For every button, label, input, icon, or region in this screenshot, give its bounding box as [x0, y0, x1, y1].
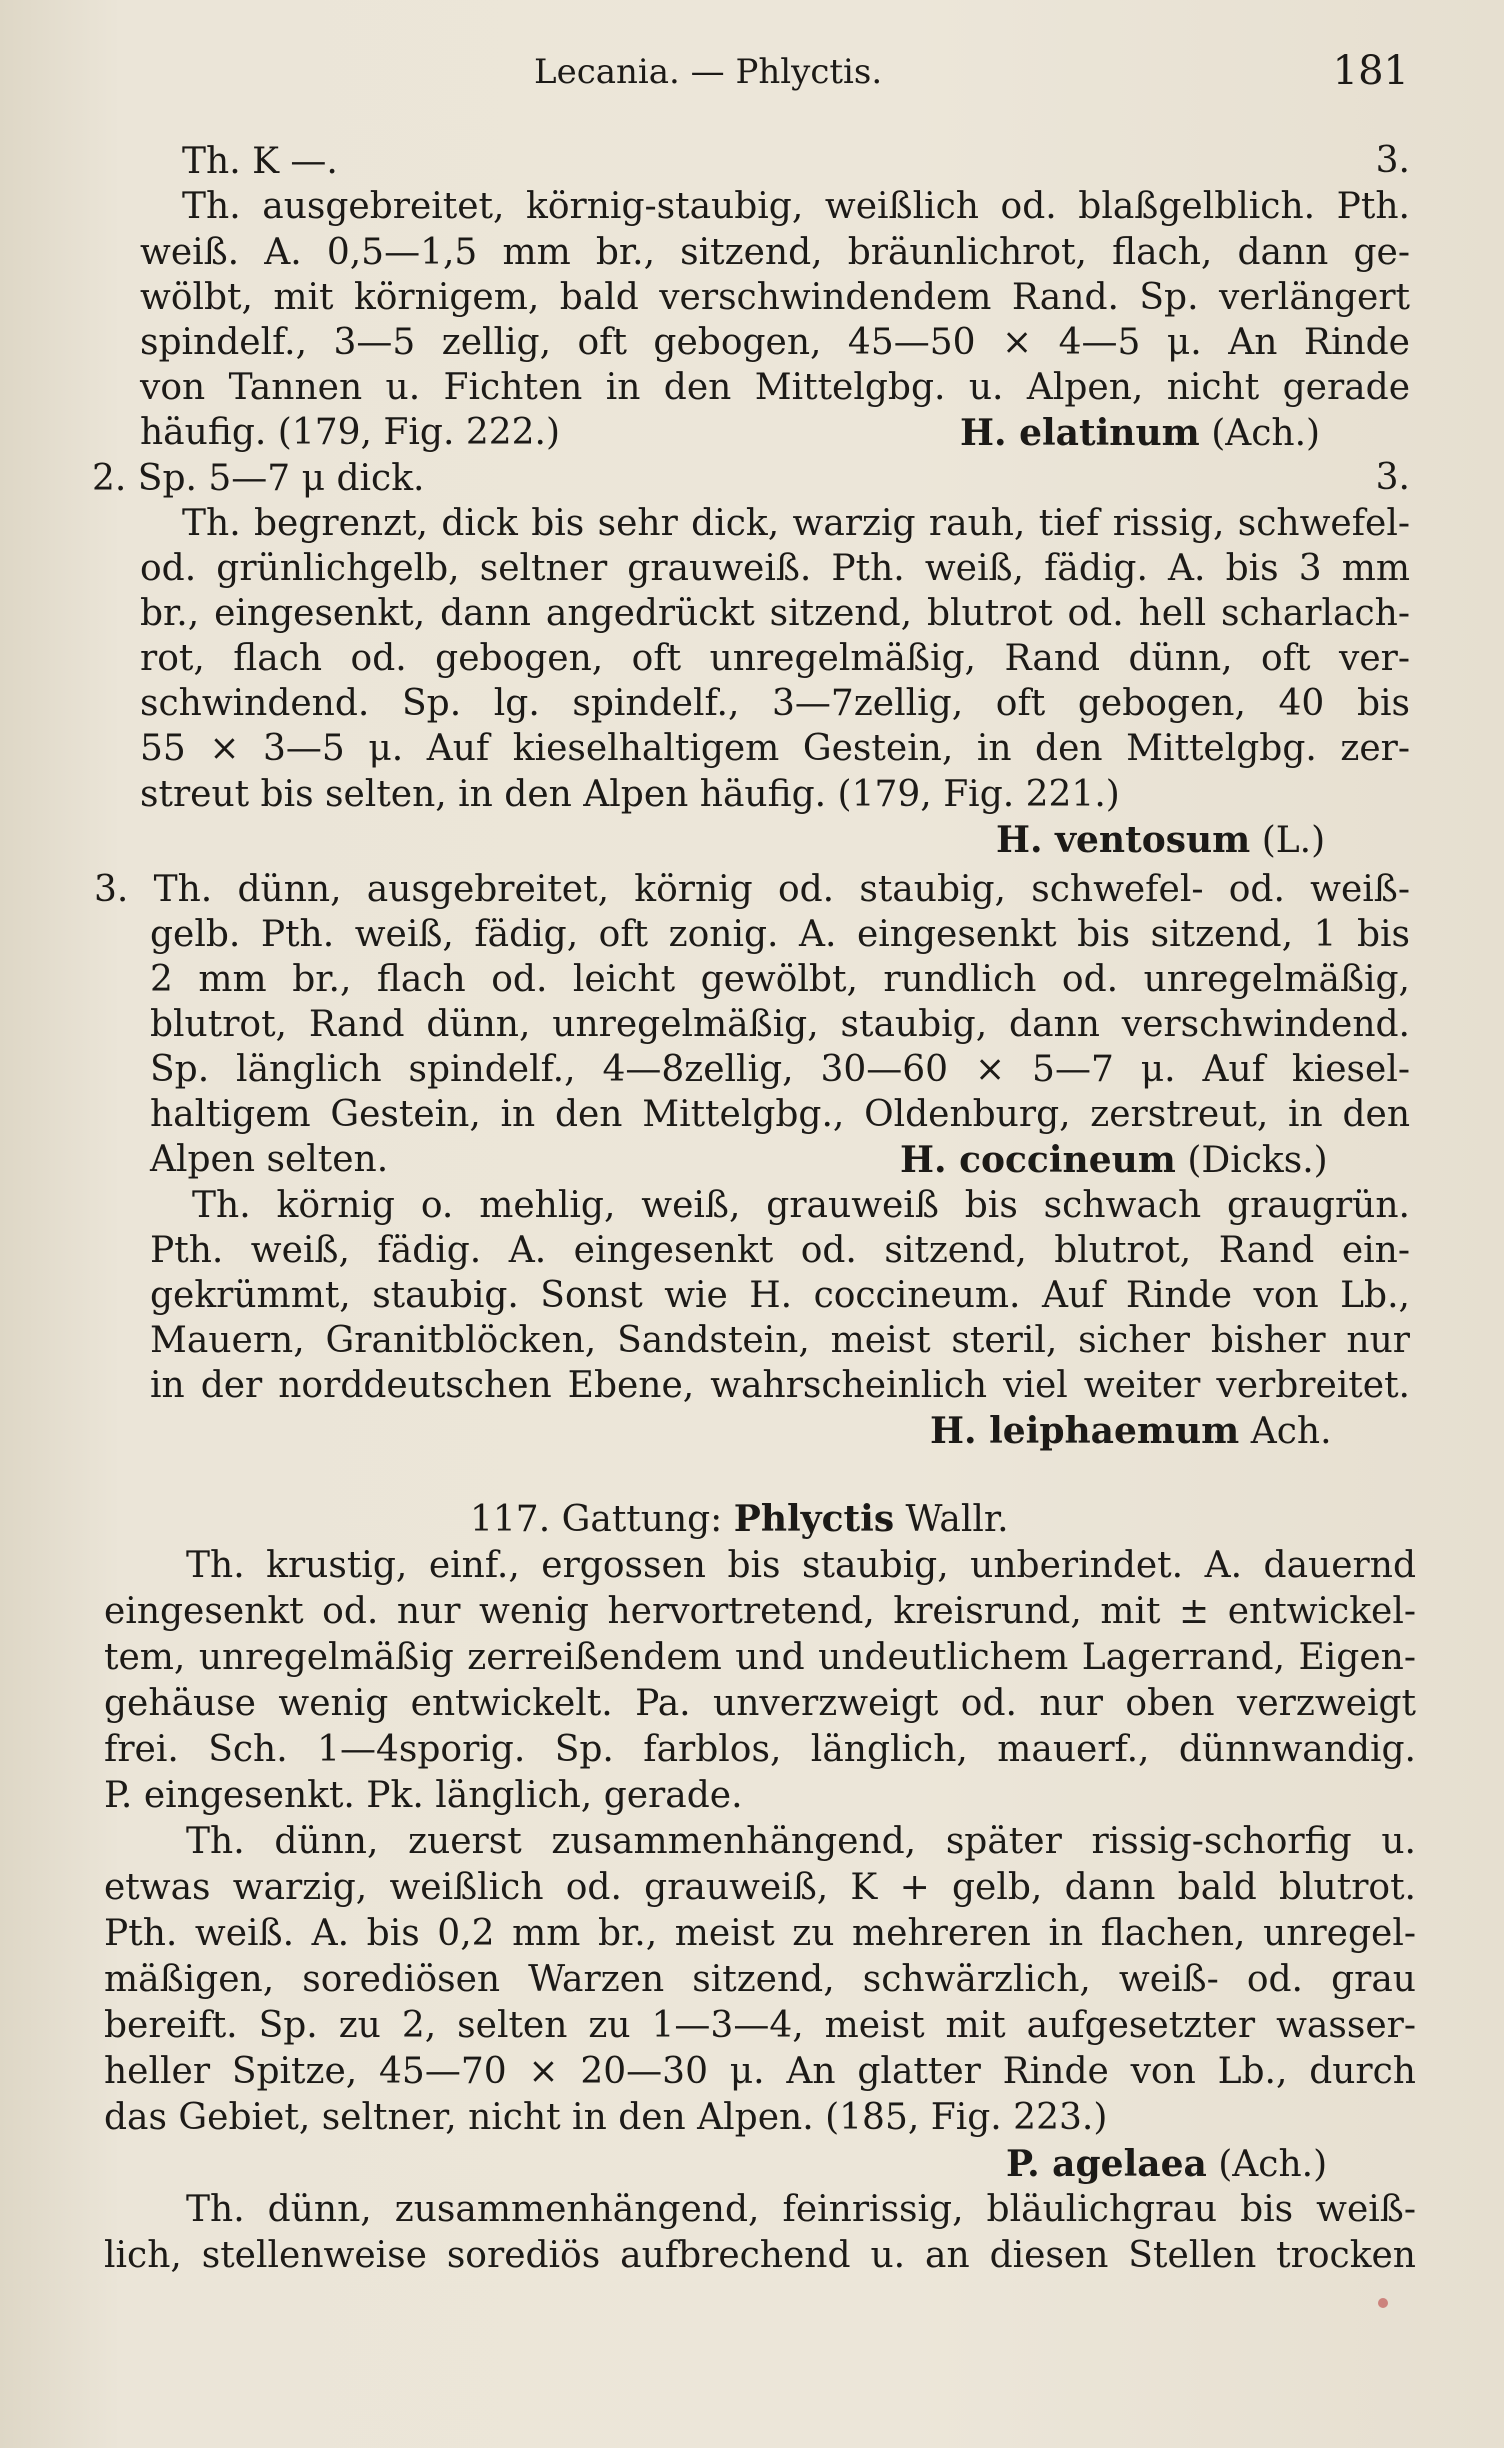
text-line: gekrümmt, staubig. Sonst wie H. coccineum. Auf Rinde von Lb.,: [150, 1275, 1410, 1316]
text-line: Th. körnig o. mehlig, weiß, grauweiß bis schwach graugrün.: [192, 1185, 1410, 1226]
text-line: Pth. weiß. A. bis 0,2 mm br., meist zu mehreren in flachen, unregel-: [104, 1913, 1416, 1954]
text-line: spindelf., 3—5 zellig, oft gebogen, 45—50 × 4—5 μ. An Rinde: [140, 322, 1410, 363]
text-line: P. eingesenkt. Pk. länglich, gerade.: [104, 1775, 743, 1816]
text-line: das Gebiet, seltner, nicht in den Alpen. (185, Fig. 223.): [104, 2097, 1108, 2138]
text-line: lich, stellenweise sorediös aufbrechend u. an diesen Stellen trocken: [104, 2235, 1416, 2276]
text-line: von Tannen u. Fichten in den Mittelgbg. u. Alpen, nicht gerade: [140, 367, 1410, 408]
text-line: rot, flach od. gebogen, oft unregelmäßig, Rand dünn, oft ver-: [140, 638, 1410, 679]
ink-spot: [1378, 2298, 1388, 2308]
text-line: gehäuse wenig entwickelt. Pa. unverzweigt od. nur oben verzweigt: [104, 1683, 1416, 1724]
text-line: etwas warzig, weißlich od. grauweiß, K + gelb, dann bald blutrot.: [104, 1867, 1416, 1908]
text-line: br., eingesenkt, dann angedrückt sitzend, blutrot od. hell scharlach-: [140, 593, 1410, 634]
text-line: haltigem Gestein, in den Mittelgbg., Oldenburg, zerstreut, in den: [150, 1094, 1410, 1135]
text-line: 55 × 3—5 μ. Auf kieselhaltigem Gestein, in den Mittelgbg. zer-: [140, 728, 1410, 769]
text-line: Sp. länglich spindelf., 4—8zellig, 30—60 × 5—7 μ. Auf kiesel-: [150, 1049, 1410, 1090]
species-name: H. elatinum (Ach.): [960, 412, 1321, 454]
text-line: gelb. Pth. weiß, fädig, oft zonig. A. eingesenkt bis sitzend, 1 bis: [150, 914, 1410, 955]
species-name: H. leiphaemum Ach.: [930, 1410, 1332, 1452]
page-number: 181: [1332, 48, 1409, 94]
text-line: 2 mm br., flach od. leicht gewölbt, rundlich od. unregelmäßig,: [150, 959, 1410, 1000]
key-reference: 3.: [1375, 457, 1410, 498]
species-name: H. ventosum (L.): [996, 819, 1326, 861]
text-line: eingesenkt od. nur wenig hervortretend, kreisrund, mit ± entwickel-: [104, 1591, 1416, 1632]
text-line: Th. K —.: [182, 141, 338, 182]
text-line: schwindend. Sp. lg. spindelf., 3—7zellig, oft gebogen, 40 bis: [140, 683, 1410, 724]
text-line: frei. Sch. 1—4sporig. Sp. farblos, länglich, mauerf., dünnwandig.: [104, 1729, 1416, 1770]
text-line: blutrot, Rand dünn, unregelmäßig, staubig, dann verschwindend.: [150, 1004, 1410, 1045]
text-line: Alpen selten.: [150, 1139, 389, 1180]
text-line: weiß. A. 0,5—1,5 mm br., sitzend, bräunlichrot, flach, dann ge-: [140, 232, 1410, 273]
key-couplet: 2. Sp. 5—7 μ dick.: [92, 458, 425, 499]
text-line: heller Spitze, 45—70 × 20—30 μ. An glatter Rinde von Lb., durch: [104, 2051, 1416, 2092]
text-line: Mauern, Granitblöcken, Sandstein, meist steril, sicher bisher nur: [150, 1320, 1410, 1361]
text-line: Th. begrenzt, dick bis sehr dick, warzig rauh, tief rissig, schwefel-: [182, 503, 1410, 544]
key-couplet: 3. Th. dünn, ausgebreitet, körnig od. staubig, schwefel- od. weiß-: [94, 869, 1410, 910]
text-line: Th. dünn, zuerst zusammenhängend, später rissig-schorfig u.: [186, 1821, 1416, 1862]
text-line: häufig. (179, Fig. 222.): [140, 412, 561, 453]
text-line: Th. dünn, zusammenhängend, feinrissig, bläulichgrau bis weiß-: [186, 2189, 1416, 2230]
text-line: bereift. Sp. zu 2, selten zu 1—3—4, meist mit aufgesetzter wasser-: [104, 2005, 1416, 2046]
text-line: od. grünlichgelb, seltner grauweiß. Pth. weiß, fädig. A. bis 3 mm: [140, 548, 1410, 589]
text-line: Pth. weiß, fädig. A. eingesenkt od. sitzend, blutrot, Rand ein-: [150, 1230, 1410, 1271]
text-line: streut bis selten, in den Alpen häufig. (179, Fig. 221.): [140, 774, 1120, 815]
key-reference: 3.: [1375, 140, 1410, 181]
text-line: mäßigen, sorediösen Warzen sitzend, schwärzlich, weiß- od. grau: [104, 1959, 1416, 2000]
text-line: Th. krustig, einf., ergossen bis staubig, unberindet. A. dauernd: [186, 1545, 1416, 1586]
running-head-title: Lecania. — Phlyctis.: [534, 52, 883, 92]
species-name: P. agelaea (Ach.): [1006, 2143, 1328, 2185]
text-line: in der norddeutschen Ebene, wahrscheinlich viel weiter verbreitet.: [150, 1365, 1410, 1406]
text-line: Th. ausgebreitet, körnig-staubig, weißlich od. blaßgelblich. Pth.: [182, 186, 1410, 227]
text-line: wölbt, mit körnigem, bald verschwindendem Rand. Sp. verlängert: [140, 277, 1410, 318]
text-line: tem, unregelmäßig zerreißendem und undeutlichem Lagerrand, Eigen-: [104, 1637, 1416, 1678]
species-name: H. coccineum (Dicks.): [900, 1139, 1328, 1181]
genus-heading: 117. Gattung: Phlyctis Wallr.: [470, 1498, 1009, 1540]
